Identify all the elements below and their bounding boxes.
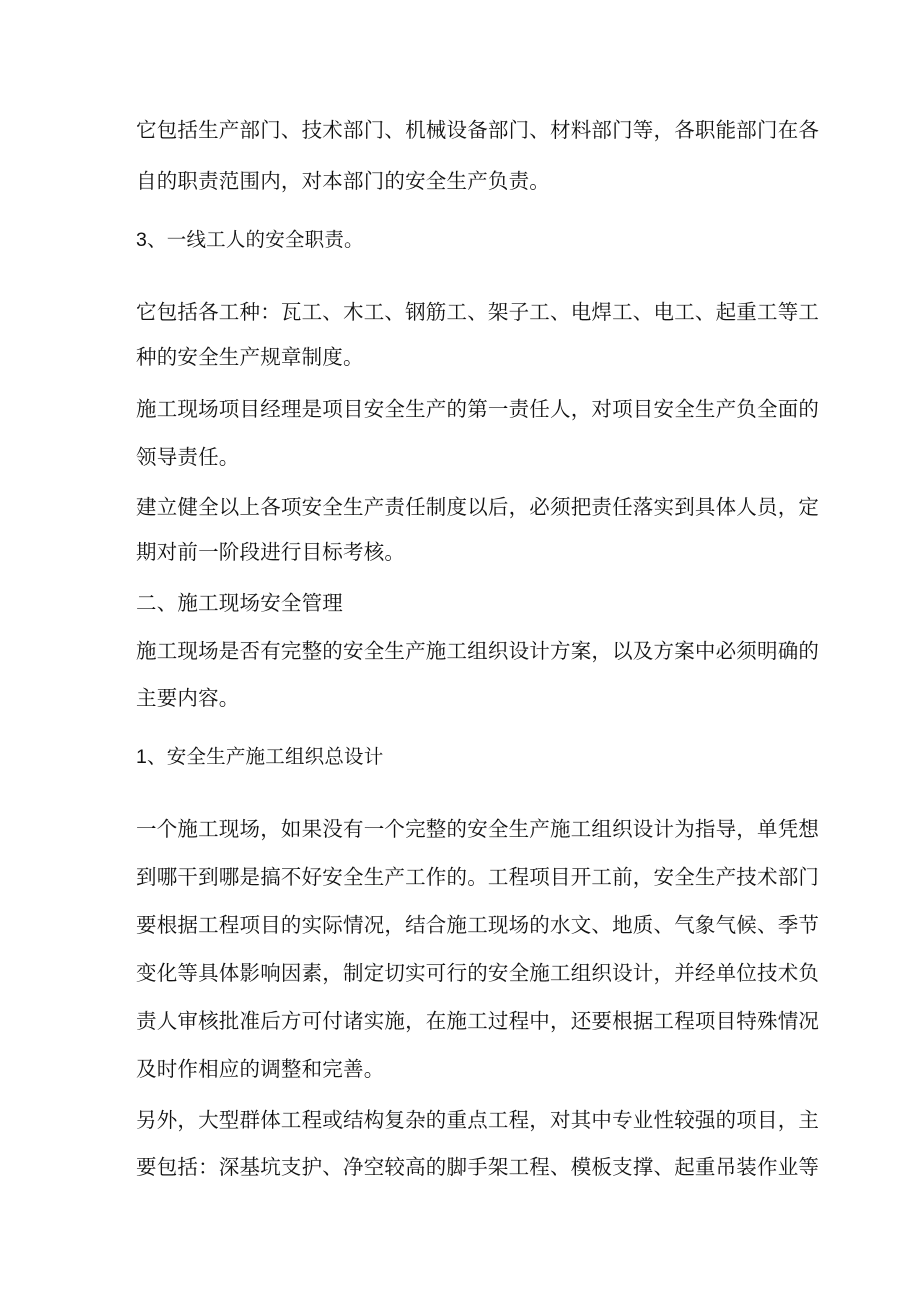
paragraph-line: 到哪干到哪是搞不好安全生产工作的。工程项目开工前，安全生产技术部门 [136,865,820,889]
paragraph-line: 要根据工程项目的实际情况，结合施工现场的水文、地质、气象气候、季节 [136,913,820,937]
paragraph-line: 责人审核批准后方可付诸实施，在施工过程中，还要根据工程项目特殊情况 [136,1009,820,1033]
paragraph-line: 它包括生产部门、技术部门、机械设备部门、材料部门等，各职能部门在各 [136,118,820,142]
paragraph-line: 期对前一阶段进行目标考核。 [136,540,406,564]
section-heading: 二、施工现场安全管理 [136,591,343,615]
paragraph-line: 及时作相应的调整和完善。 [136,1057,385,1081]
paragraph-line: 另外，大型群体工程或结构复杂的重点工程，对其中专业性较强的项目，主 [136,1108,820,1132]
paragraph-line: 一个施工现场，如果没有一个完整的安全生产施工组织设计为指导，单凭想 [136,817,820,841]
paragraph-line: 施工现场是否有完整的安全生产施工组织设计方案，以及方案中必须明确的 [136,639,820,663]
paragraph-line: 变化等具体影响因素，制定切实可行的安全施工组织设计，并经单位技术负 [136,961,820,985]
paragraph-line: 种的安全生产规章制度。 [136,345,364,369]
paragraph-line: 自的职责范围内，对本部门的安全生产负责。 [136,169,550,193]
paragraph-line: 主要内容。 [136,686,240,710]
paragraph-line: 它包括各工种：瓦工、木工、钢筋工、架子工、电焊工、电工、起重工等工 [136,300,820,324]
paragraph-line: 领导责任。 [136,445,240,469]
paragraph-line: 建立健全以上各项安全生产责任制度以后，必须把责任落实到具体人员，定 [136,495,820,519]
paragraph-line: 要包括：深基坑支护、净空较高的脚手架工程、模板支撑、起重吊装作业等 [136,1155,820,1179]
paragraph-line: 施工现场项目经理是项目安全生产的第一责任人，对项目安全生产负全面的 [136,397,820,421]
section-heading: 1、安全生产施工组织总设计 [136,746,384,768]
section-heading: 3、一线工人的安全职责。 [136,229,364,251]
